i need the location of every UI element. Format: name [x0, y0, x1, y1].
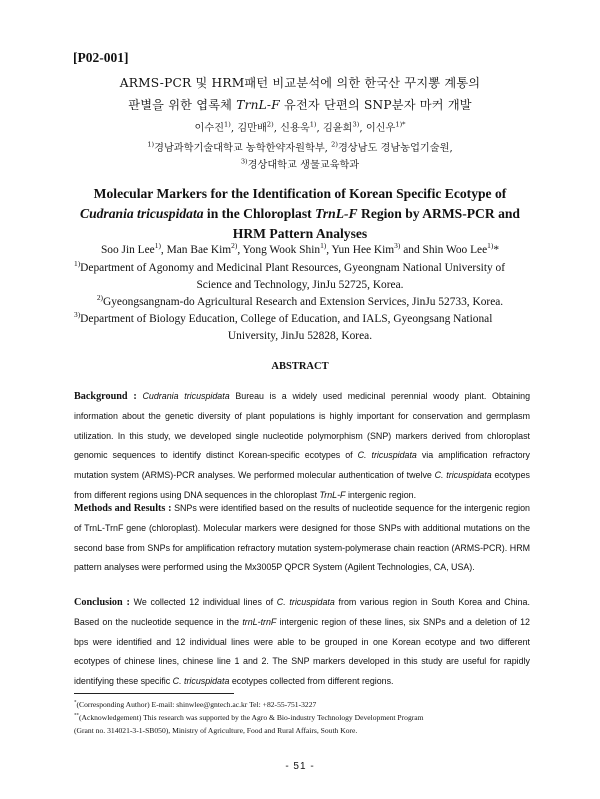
- english-title-line-3: HRM Pattern Analyses: [232, 226, 368, 241]
- methods-label: Methods and Results :: [74, 503, 172, 514]
- methods-paragraph: Methods and Results : SNPs were identified based on the results of nucleotide sequence for the intergenic region of TrnL-TrnF gene (chloroplast). Molecular markers were designed for those SNPs with additional mutations on the second base from SNPs for amplification refractory mutation system-polymerase chain reaction (ARMS-PCR). HRM pattern analyses were performed using the Mx3005P QPCR System (Agilent Technologies, CA, USA).: [74, 503, 530, 573]
- page-number: - 51 -: [285, 761, 315, 772]
- abstract-heading: ABSTRACT: [271, 361, 329, 372]
- background-label: Background :: [74, 391, 137, 402]
- footnote-divider: [74, 693, 234, 694]
- affiliation-3-line-2: University, JinJu 52828, Korea.: [227, 330, 373, 342]
- background-paragraph: Background : Cudrania tricuspidata Bureau is a widely used medicinal perennial woody plant. Obtaining information about the genetic diversity of plant populations is highly important for conservation and germplasm utilization. In this study, we developed single nucleotide polymorphism (SNP) markers derived from chloroplast genomic sequences to identify distinct Korean-specific ecotypes of C. tricuspidata via amplification refractory mutation system (ARMS)-PCR analyses. We performed molecular authentication of twelve C. tricuspidata ecotypes from different regions using DNA sequences in the chloroplast TrnL-F intergenic region.: [74, 391, 531, 500]
- korean-authors: 이수진$^{1)}$, 김만배$^{2)}$, 신용욱$^{1)}$, 김윤희$^{3)}$, 이신우$^{1)*}$: [194, 120, 406, 134]
- english-title-line-1: Molecular Markers for the Identification of Korean Specific Ecotype of: [93, 186, 507, 201]
- footnote-corresponding: *(Corresponding Author) E-mail: shinwlee@gntech.ac.kr Tel: +82-55-751-3227: [74, 700, 317, 709]
- english-title-line-2: Cudrania tricuspidata in the Chloroplast TrnL-F Region by ARMS-PCR and: [80, 206, 520, 221]
- affiliation-2: $^{2)}$Gyeongsangnam-do Agricultural Research and Extension Services, JinJu 52733, Korea.: [96, 293, 504, 308]
- korean-affiliations-line-1: $^{1)}$경남과학기술대학교 농학한약자원학부, $^{2)}$경상남도 경남농업기술원,: [147, 140, 453, 154]
- affiliation-1-line-1: $^{1)}$Department of Agonomy and Medicinal Plant Resources, Gyeongnam National University of: [74, 259, 506, 274]
- gene-name: TrnL-F: [315, 206, 358, 221]
- gene-name: TrnL-F: [236, 98, 280, 112]
- affiliation-3-line-1: $^{3)}$Department of Biology Education, College of Education, and IALS, Gyeongsang National: [74, 310, 493, 325]
- species-name: Cudrania tricuspidata: [80, 206, 204, 221]
- affiliation-1-line-2: Science and Technology, JinJu 52725, Korea.: [196, 279, 404, 291]
- conclusion-paragraph: Conclusion : We collected 12 individual lines of C. tricuspidata from various region in South Korea and China. Based on the nucleotide sequence in the trnL-trnF intergenic region of these lines, six SNPs and a deletion of 12 bps were identified and 12 individual lines were able to be grouped in one Korean ecotype and two different ecotypes of chinese lines, chinese line 1 and 2. The SNP markers developed in this study are useful for rapidly identifying these specific C. tricuspidata ecotypes collected from different regions.: [74, 597, 530, 687]
- abstract-code: [P02-001]: [73, 50, 129, 65]
- conclusion-label: Conclusion :: [74, 597, 130, 608]
- korean-title-line-2: 판별을 위한 엽록체 TrnL-F 유전자 단편의 SNP분자 마커 개발: [128, 98, 472, 112]
- korean-affiliations-line-2: $^{3)}$경상대학교 생물교육학과: [240, 157, 360, 171]
- footnote-acknowledgement: **(Acknowledgement) This research was supported by the Agro & Bio-industry Technology Development Program (Grant no. 314021-3-1-SB050), Ministry of Agriculture, Food and Rural Affairs, South Kore.: [74, 713, 424, 735]
- english-authors: Soo Jin Lee$^{1)}$, Man Bae Kim$^{2)}$, Yong Wook Shin$^{1)}$, Yun Hee Kim$^{3)}$ and Shin Woo Lee$^{1)}$*: [100, 241, 500, 256]
- korean-title-line-1: ARMS-PCR 및 HRM패턴 비교분석에 의한 한국산 꾸지뽕 계통의: [119, 76, 481, 90]
